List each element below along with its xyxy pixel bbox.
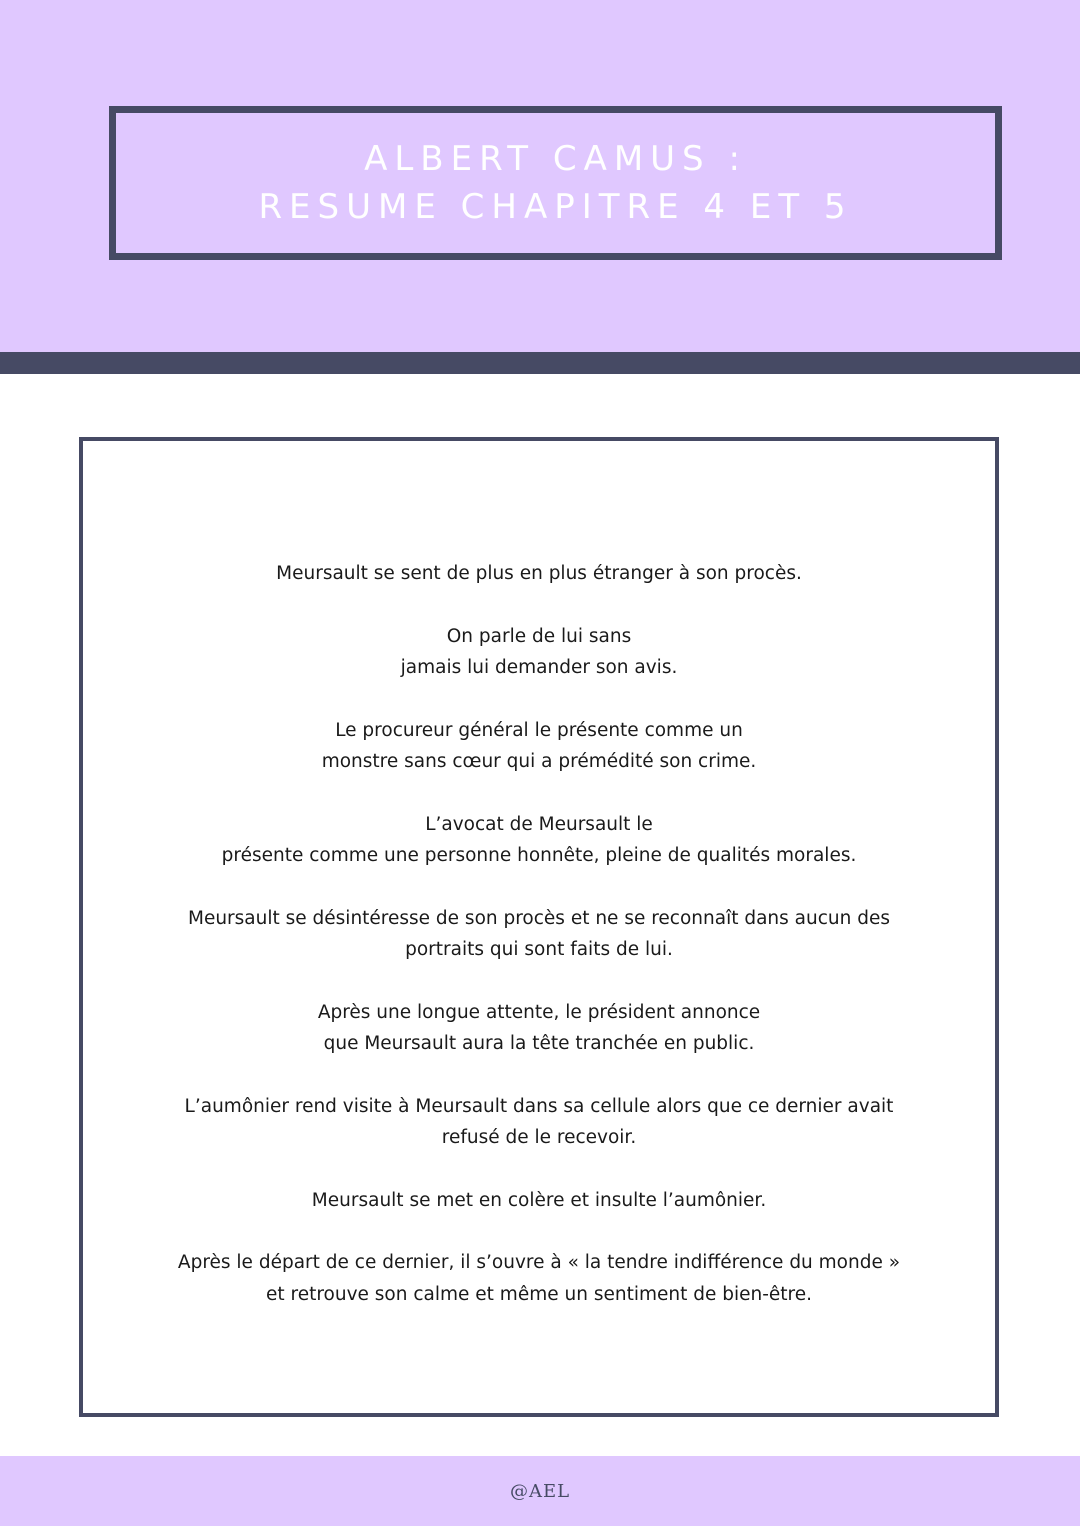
- page-title-line-1: ALBERT CAMUS :: [364, 139, 747, 179]
- summary-line: L’avocat de Meursault le: [425, 813, 653, 835]
- title-frame: [109, 106, 1002, 260]
- author-handle: @AEL: [509, 1480, 571, 1502]
- summary-paragraph: [83, 558, 995, 590]
- summary-paragraph: [83, 997, 995, 1060]
- summary-line: présente comme une personne honnête, pleine de qualités morales.: [221, 845, 857, 866]
- summary-line: que Meursault aura la tête tranchée en public.: [323, 1033, 755, 1054]
- summary-line: Le procureur général le présente comme un: [335, 719, 743, 741]
- summary-line: jamais lui demander son avis.: [400, 657, 678, 678]
- summary-line: refusé de le recevoir.: [441, 1127, 637, 1148]
- summary-paragraph: [83, 903, 995, 966]
- summary-line: portraits qui sont faits de lui.: [405, 939, 673, 960]
- page-title-line-2: RESUME CHAPITRE 4 ET 5: [258, 187, 853, 227]
- footer-band: [0, 1456, 1080, 1526]
- summary-paragraph: [83, 715, 995, 778]
- summary-line: Meursault se sent de plus en plus étranger à son procès.: [276, 563, 802, 584]
- summary-paragraph: [83, 621, 995, 684]
- summary-line: Meursault se désintéresse de son procès et ne se reconnaît dans aucun des: [187, 907, 891, 929]
- summary-frame: [79, 437, 999, 1417]
- summary-paragraph: [83, 1091, 995, 1154]
- header-divider: [0, 352, 1080, 374]
- summary-line: Après le départ de ce dernier, il s’ouvre à « la tendre indifférence du monde »: [177, 1252, 901, 1273]
- summary-paragraph: [83, 809, 995, 872]
- summary-line: et retrouve son calme et même un sentiment de bien-être.: [265, 1283, 812, 1305]
- summary-paragraph: [83, 1185, 995, 1217]
- summary-line: Meursault se met en colère et insulte l’aumônier.: [311, 1189, 767, 1211]
- summary-line: L’aumônier rend visite à Meursault dans sa cellule alors que ce dernier avait: [184, 1095, 894, 1117]
- summary-line: Après une longue attente, le président annonce: [317, 1001, 761, 1023]
- summary-text: [83, 558, 995, 1341]
- summary-paragraph: [83, 1247, 995, 1310]
- summary-line: monstre sans cœur qui a prémédité son crime.: [321, 751, 757, 772]
- summary-line: On parle de lui sans: [446, 625, 632, 647]
